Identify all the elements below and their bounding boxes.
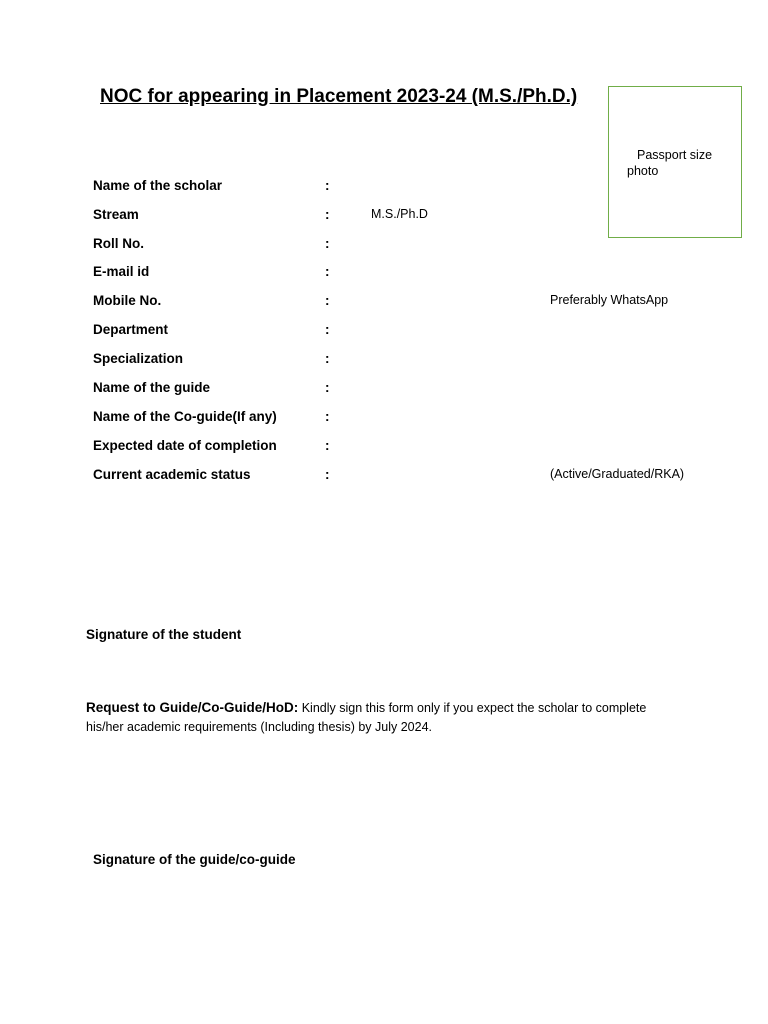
field-separator: :: [325, 467, 330, 482]
field-separator: :: [325, 236, 330, 251]
form-row: [0, 380, 768, 400]
field-separator: :: [325, 351, 330, 366]
field-separator: :: [325, 438, 330, 453]
field-label: E-mail id: [93, 264, 150, 279]
guide-signature-label: Signature of the guide/co-guide: [93, 852, 296, 867]
form-row: [0, 409, 768, 429]
field-separator: :: [325, 293, 330, 308]
field-separator: :: [325, 178, 330, 193]
field-label: Current academic status: [93, 467, 251, 482]
field-label: Stream: [93, 207, 139, 222]
form-row: [0, 351, 768, 371]
field-label: Department: [93, 322, 169, 337]
field-note: Preferably WhatsApp: [550, 293, 669, 307]
field-label: Expected date of completion: [93, 438, 277, 453]
form-row: [0, 236, 768, 256]
field-separator: :: [325, 322, 330, 337]
request-paragraph: [86, 698, 686, 737]
field-label: Specialization: [93, 351, 184, 366]
form-row: [0, 293, 768, 313]
field-label: Roll No.: [93, 236, 144, 251]
passport-photo-label: Passport size photo: [627, 148, 713, 178]
form-row: [0, 438, 768, 458]
field-separator: :: [325, 264, 330, 279]
field-label: Mobile No.: [93, 293, 162, 308]
form-row: [0, 207, 768, 227]
field-note: (Active/Graduated/RKA): [550, 467, 685, 481]
student-signature-label: Signature of the student: [86, 627, 242, 642]
form-row: [0, 322, 768, 342]
field-value: M.S./Ph.D: [371, 207, 428, 221]
request-heading: Request to Guide/Co-Guide/HoD:: [86, 700, 299, 715]
field-separator: :: [325, 207, 330, 222]
field-label: Name of the Co-guide(If any): [93, 409, 277, 424]
form-row: [0, 467, 768, 487]
field-label: Name of the scholar: [93, 178, 223, 193]
field-label: Name of the guide: [93, 380, 211, 395]
request-body: Kindly sign this form only if you expect the scholar to complete his/her academic requirements (Including thesis) by July 2024.: [86, 701, 647, 734]
form-row: [0, 264, 768, 284]
form-row: [0, 178, 768, 198]
page-title: NOC for appearing in Placement 2023-24 (M.S./Ph.D.): [100, 86, 578, 107]
field-separator: :: [325, 380, 330, 395]
field-separator: :: [325, 409, 330, 424]
